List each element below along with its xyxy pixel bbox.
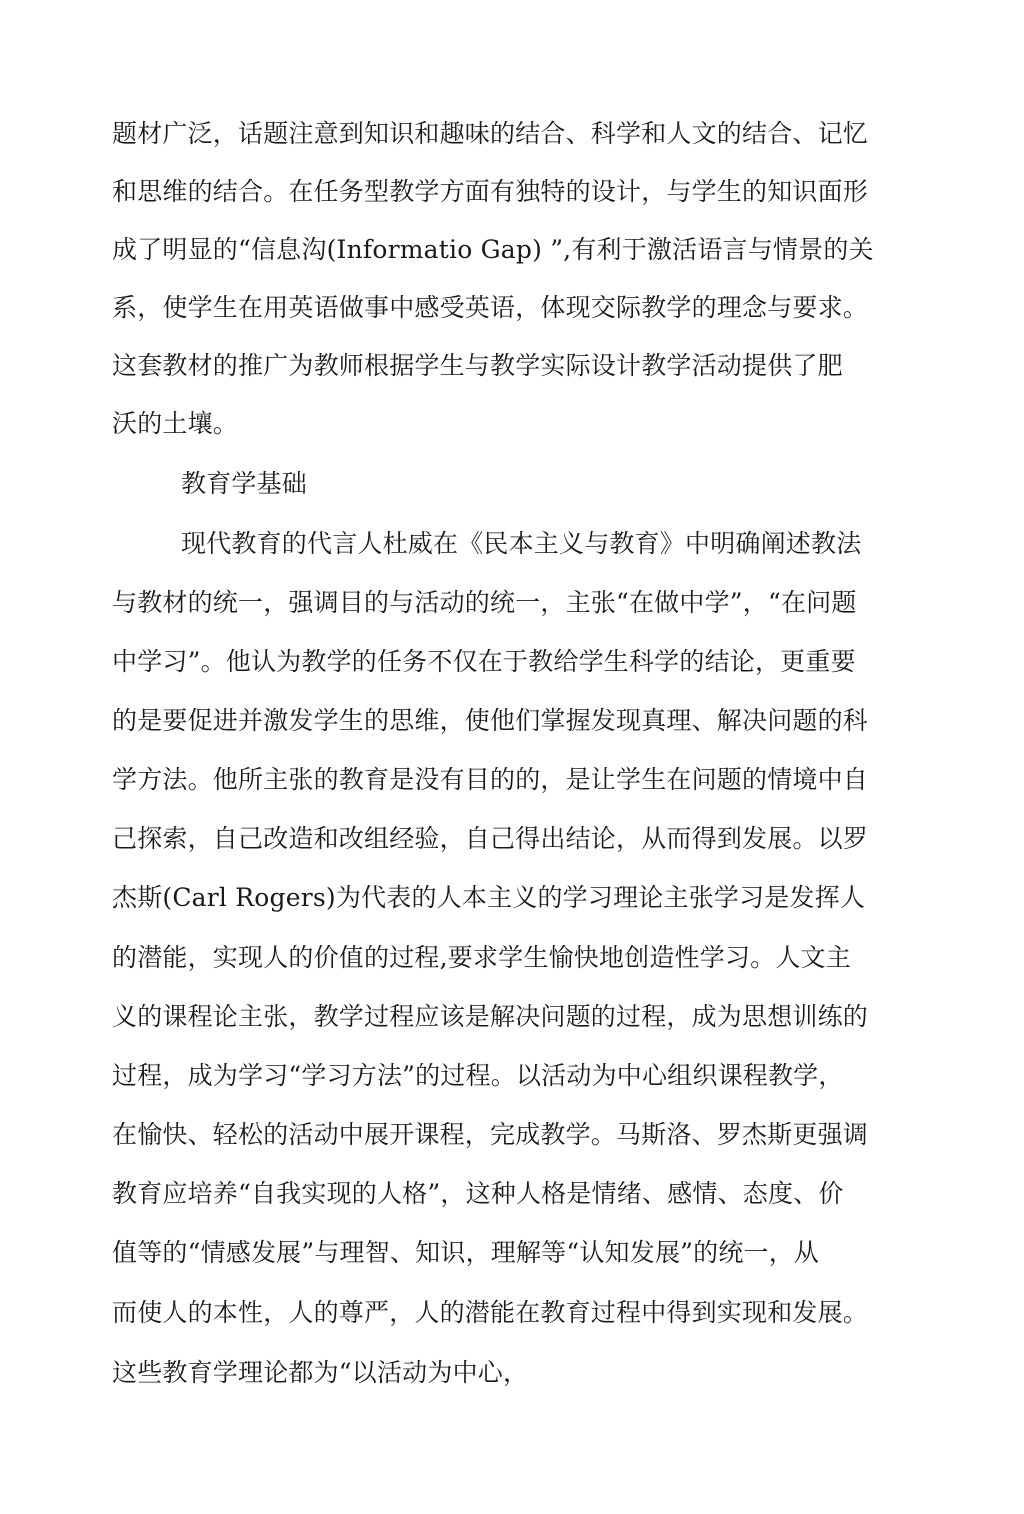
text-line-content: 题材广泛，话题注意到知识和趣味的结合、科学和人文的结合、记忆 — [112, 119, 869, 148]
text-line-content: 的是要促进并激发学生的思维，使他们掌握发现真理、解决问题的科 — [112, 706, 869, 735]
text-line — [112, 938, 851, 978]
text-line — [112, 1115, 868, 1155]
text-line-content: 教育应培养“自我实现的人格”，这种人格是情绪、感情、态度、价 — [112, 1179, 844, 1208]
section-heading — [181, 464, 307, 504]
text-line-content: 己探索，自己改造和改组经验，自己得出结论，从而得到发展。以罗 — [112, 824, 869, 853]
text-line — [112, 819, 868, 859]
text-line — [112, 583, 857, 623]
text-line-content: 杰斯(Carl Rogers)为代表的人本主义的学习理论主张学习是发挥人 — [112, 883, 866, 912]
text-line-content: 这套教材的推广为教师根据学生与教学实际设计教学活动提供了肥 — [112, 351, 843, 380]
text-line — [112, 701, 868, 741]
section-heading-text: 教育学基础 — [181, 469, 308, 498]
text-line-content: 与教材的统一，强调目的与活动的统一，主张“在做中学”，“在问题 — [112, 588, 857, 617]
text-line-content: 过程，成为学习“学习方法”的过程。以活动为中心组织课程教学， — [112, 1061, 844, 1090]
text-line — [112, 172, 868, 212]
text-line-content: 的潜能，实现人的价值的过程,要求学生愉快地创造性学习。人文主 — [112, 943, 851, 972]
text-line — [112, 288, 868, 328]
text-line — [112, 114, 868, 154]
text-line-content: 这些教育学理论都为“以活动为中心， — [112, 1358, 529, 1387]
text-line — [112, 642, 856, 682]
text-line — [112, 1293, 868, 1333]
text-line — [112, 230, 874, 270]
paragraph-first-line — [181, 524, 861, 564]
text-line-content: 和思维的结合。在任务型教学方面有独特的设计，与学生的知识面形 — [112, 177, 869, 206]
text-line-content: 在愉快、轻松的活动中展开课程，完成教学。马斯洛、罗杰斯更强调 — [112, 1120, 869, 1149]
text-line-content: 沃的土壤。 — [112, 409, 239, 438]
text-line — [112, 1056, 844, 1096]
text-line-content: 中学习”。他认为教学的任务不仅在于教给学生科学的结论，更重要 — [112, 647, 856, 676]
text-line — [112, 404, 238, 444]
text-line-content: 值等的“情感发展”与理智、知识，理解等“认知发展”的统一，从 — [112, 1238, 820, 1267]
text-line-content: 义的课程论主张，教学过程应该是解决问题的过程，成为思想训练的 — [112, 1002, 869, 1031]
text-line-content: 现代教育的代言人杜威在《民本主义与教育》中明确阐述教法 — [181, 529, 862, 558]
text-line-content: 而使人的本性，人的尊严，人的潜能在教育过程中得到实现和发展。 — [112, 1298, 869, 1327]
text-line — [112, 997, 868, 1037]
text-line-content: 学方法。他所主张的教育是没有目的的，是让学生在问题的情境中自 — [112, 765, 869, 794]
text-line — [112, 1353, 528, 1393]
text-line — [112, 346, 843, 386]
text-line-content: 成了明显的“信息沟(Informatio Gap) ”,有利于激活语言与情景的关 — [112, 235, 874, 264]
text-line — [112, 878, 865, 918]
text-line — [112, 760, 868, 800]
text-line-content: 系，使学生在用英语做事中感受英语，体现交际教学的理念与要求。 — [112, 293, 869, 322]
text-line — [112, 1233, 819, 1273]
text-line — [112, 1174, 844, 1214]
